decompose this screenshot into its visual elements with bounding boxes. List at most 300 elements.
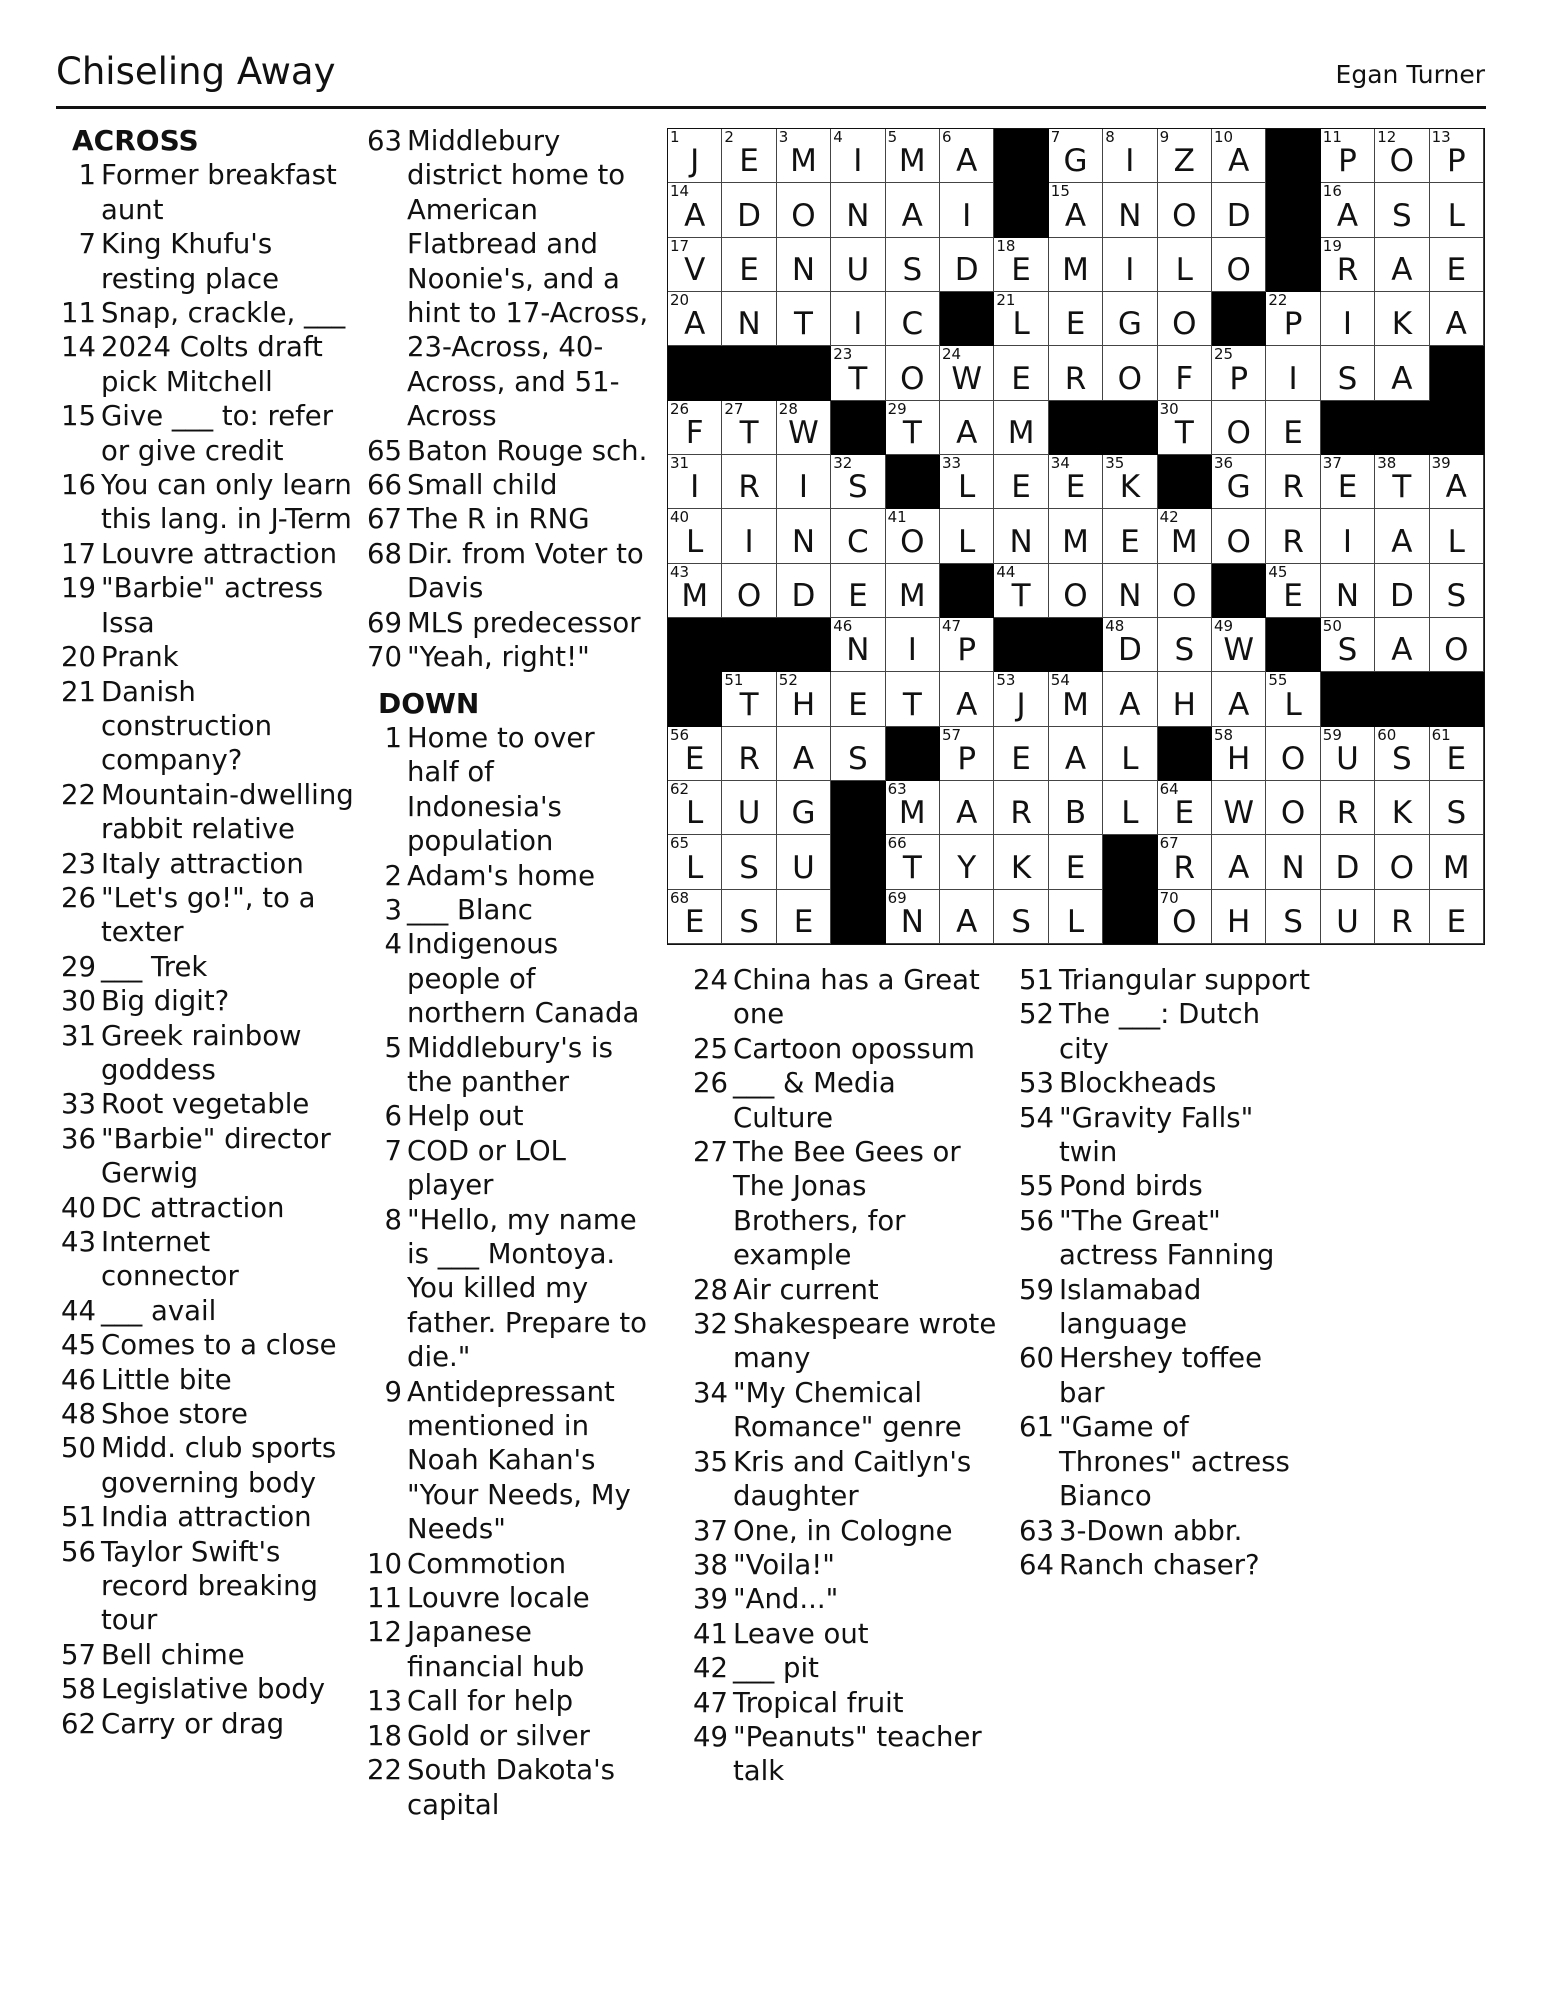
clue[interactable] [362, 1134, 652, 1203]
clue[interactable] [362, 606, 652, 640]
grid-cell[interactable] [994, 455, 1048, 509]
clue[interactable] [688, 1514, 998, 1548]
grid-cell[interactable] [994, 509, 1048, 563]
grid-cell[interactable] [1430, 509, 1484, 563]
grid-cell[interactable] [1321, 346, 1375, 400]
grid-cell[interactable] [722, 455, 776, 509]
grid-cell[interactable] [994, 238, 1048, 292]
grid-cell[interactable] [1158, 781, 1212, 835]
clue[interactable] [1014, 1410, 1314, 1513]
cell-letter: O [1389, 849, 1415, 886]
clue[interactable] [56, 1535, 356, 1638]
grid-cell[interactable] [722, 890, 776, 944]
grid-cell[interactable] [668, 238, 722, 292]
grid-cell[interactable] [1103, 238, 1157, 292]
cell-letter: R [1336, 251, 1359, 288]
grid-cell[interactable] [886, 129, 940, 183]
clue[interactable] [56, 1638, 356, 1672]
grid-cell[interactable] [1158, 835, 1212, 889]
clue[interactable] [362, 1099, 652, 1133]
clue[interactable] [1014, 1101, 1314, 1170]
clue[interactable] [56, 1672, 356, 1706]
grid-cell[interactable] [1266, 509, 1320, 563]
clue[interactable] [56, 1225, 356, 1294]
grid-cell[interactable] [1375, 890, 1429, 944]
grid-cell[interactable] [722, 401, 776, 455]
grid-cell[interactable] [1430, 564, 1484, 618]
grid-cell[interactable] [722, 292, 776, 346]
grid-cell[interactable] [886, 509, 940, 563]
grid-cell[interactable] [940, 672, 994, 726]
grid-cell[interactable] [994, 781, 1048, 835]
grid-cell[interactable] [722, 835, 776, 889]
grid-cell[interactable] [1321, 727, 1375, 781]
clue[interactable] [688, 1686, 998, 1720]
grid-cell[interactable] [1158, 509, 1212, 563]
grid-cell[interactable] [1266, 564, 1320, 618]
clue[interactable] [362, 537, 652, 606]
grid-cell[interactable] [1158, 238, 1212, 292]
grid-cell[interactable] [940, 401, 994, 455]
clue[interactable] [1014, 997, 1314, 1066]
grid-cell[interactable] [1266, 890, 1320, 944]
grid-cell[interactable] [1321, 835, 1375, 889]
grid-cell[interactable] [1049, 564, 1103, 618]
cell-letter: D [791, 577, 816, 614]
grid-cell[interactable] [940, 835, 994, 889]
grid-cell[interactable] [1103, 618, 1157, 672]
grid-cell[interactable] [1049, 346, 1103, 400]
clue[interactable] [688, 1445, 998, 1514]
clue[interactable] [56, 1191, 356, 1225]
clue[interactable] [362, 1203, 652, 1375]
clue[interactable] [362, 893, 652, 927]
grid-cell[interactable] [1049, 672, 1103, 726]
grid-cell[interactable] [1212, 618, 1266, 672]
clue[interactable] [1014, 1273, 1314, 1342]
clue[interactable] [56, 571, 356, 640]
grid-cell[interactable] [1375, 129, 1429, 183]
clue[interactable] [56, 227, 356, 296]
grid-cell[interactable] [722, 129, 776, 183]
cell-letter: Z [1173, 143, 1195, 180]
grid-cell[interactable] [994, 890, 1048, 944]
grid-cell[interactable] [1266, 292, 1320, 346]
grid-cell[interactable] [994, 672, 1048, 726]
clue[interactable] [1014, 1341, 1314, 1410]
clue[interactable] [362, 1547, 652, 1581]
grid-cell[interactable] [831, 455, 885, 509]
grid-cell[interactable] [777, 509, 831, 563]
clue[interactable] [1014, 1204, 1314, 1273]
grid-cell[interactable] [1103, 183, 1157, 237]
grid-cell[interactable] [1212, 835, 1266, 889]
grid-cell[interactable] [1212, 890, 1266, 944]
grid-cell[interactable] [1266, 727, 1320, 781]
grid-cell[interactable] [1321, 781, 1375, 835]
grid-cell[interactable] [1103, 564, 1157, 618]
grid-cell[interactable] [1430, 835, 1484, 889]
clue[interactable] [362, 1581, 652, 1615]
crossword-grid[interactable] [667, 128, 1485, 945]
grid-cell[interactable] [1375, 183, 1429, 237]
grid-cell[interactable] [886, 238, 940, 292]
grid-cell[interactable] [1375, 238, 1429, 292]
grid-cell[interactable] [722, 238, 776, 292]
clue[interactable] [56, 1328, 356, 1362]
grid-cell[interactable] [831, 129, 885, 183]
grid-cell[interactable] [777, 238, 831, 292]
grid-cell[interactable] [1430, 129, 1484, 183]
grid-cell[interactable] [1375, 346, 1429, 400]
grid-cell[interactable] [1212, 129, 1266, 183]
grid-cell[interactable] [831, 509, 885, 563]
grid-cell[interactable] [940, 129, 994, 183]
clue[interactable] [688, 1582, 998, 1616]
clue[interactable] [1014, 1548, 1314, 1582]
grid-cell[interactable] [1103, 129, 1157, 183]
grid-cell[interactable] [777, 890, 831, 944]
grid-cell[interactable] [1375, 509, 1429, 563]
clue[interactable] [688, 1066, 998, 1135]
clue[interactable] [56, 537, 356, 571]
grid-cell[interactable] [831, 672, 885, 726]
clue[interactable] [56, 778, 356, 847]
grid-cell[interactable] [1212, 727, 1266, 781]
grid-cell[interactable] [1430, 727, 1484, 781]
clue-text: Italy attraction [101, 847, 304, 880]
grid-cell[interactable] [668, 129, 722, 183]
grid-cell[interactable] [1212, 781, 1266, 835]
grid-cell[interactable] [1049, 890, 1103, 944]
clue[interactable] [688, 1376, 998, 1445]
clue[interactable] [56, 1397, 356, 1431]
grid-cell[interactable] [940, 727, 994, 781]
grid-cell[interactable] [668, 564, 722, 618]
clue[interactable] [56, 1363, 356, 1397]
grid-cell[interactable] [1375, 292, 1429, 346]
grid-cell[interactable] [886, 781, 940, 835]
clue-number: 22 [367, 1754, 402, 1787]
grid-cell[interactable] [1103, 346, 1157, 400]
grid-cell[interactable] [722, 727, 776, 781]
grid-cell[interactable] [777, 835, 831, 889]
grid-cell[interactable] [1430, 292, 1484, 346]
grid-cell[interactable] [668, 509, 722, 563]
grid-cell[interactable] [1103, 292, 1157, 346]
grid-cell[interactable] [1430, 183, 1484, 237]
cell-letter: E [684, 903, 705, 940]
grid-cell[interactable] [777, 129, 831, 183]
grid-cell[interactable] [1321, 455, 1375, 509]
grid-cell[interactable] [722, 509, 776, 563]
clue[interactable] [362, 468, 652, 502]
grid-cell[interactable] [1321, 129, 1375, 183]
grid-cell[interactable] [1049, 129, 1103, 183]
grid-cell[interactable] [886, 346, 940, 400]
grid-cell[interactable] [1430, 238, 1484, 292]
clue-text: Bell chime [101, 1638, 245, 1671]
clue[interactable] [362, 1719, 652, 1753]
clue[interactable] [688, 963, 998, 1032]
cell-letter: R [1064, 360, 1087, 397]
clue[interactable] [56, 330, 356, 399]
clue-number: 26 [61, 881, 96, 914]
grid-cell[interactable] [1158, 292, 1212, 346]
grid-cell[interactable] [1103, 455, 1157, 509]
clue[interactable] [688, 1617, 998, 1651]
grid-cell[interactable] [1158, 401, 1212, 455]
grid-cell[interactable] [668, 455, 722, 509]
clue[interactable] [56, 158, 356, 227]
clue-number: 51 [61, 1501, 96, 1534]
grid-cell[interactable] [831, 564, 885, 618]
grid-cell[interactable] [1321, 238, 1375, 292]
clue[interactable] [362, 1615, 652, 1684]
grid-cell[interactable] [1321, 183, 1375, 237]
grid-cell[interactable] [1430, 781, 1484, 835]
grid-cell[interactable] [1049, 238, 1103, 292]
grid-cell[interactable] [886, 401, 940, 455]
clue-number: 35 [693, 1445, 728, 1478]
grid-cell[interactable] [668, 890, 722, 944]
clue-number: 50 [61, 1432, 96, 1465]
cell-number: 22 [1268, 291, 1288, 309]
clue[interactable] [56, 468, 356, 537]
clue[interactable] [688, 1032, 998, 1066]
grid-cell[interactable] [722, 672, 776, 726]
grid-cell[interactable] [777, 781, 831, 835]
grid-cell[interactable] [668, 727, 722, 781]
grid-cell[interactable] [886, 835, 940, 889]
grid-cell[interactable] [722, 183, 776, 237]
grid-cell[interactable] [831, 618, 885, 672]
grid-cell[interactable] [777, 401, 831, 455]
cell-letter: A [1391, 251, 1413, 288]
grid-cell[interactable] [940, 183, 994, 237]
grid-cell[interactable] [1212, 401, 1266, 455]
grid-cell[interactable] [1049, 727, 1103, 781]
grid-cell[interactable] [940, 781, 994, 835]
grid-cell[interactable] [1212, 672, 1266, 726]
grid-cell[interactable] [1158, 183, 1212, 237]
grid-cell[interactable] [777, 183, 831, 237]
clue[interactable] [56, 399, 356, 468]
clue[interactable] [688, 1307, 998, 1376]
grid-cell[interactable] [668, 292, 722, 346]
grid-cell[interactable] [777, 672, 831, 726]
grid-cell[interactable] [994, 564, 1048, 618]
clue[interactable] [362, 1753, 652, 1822]
grid-cell[interactable] [1430, 890, 1484, 944]
grid-cell[interactable] [1266, 401, 1320, 455]
clue[interactable] [362, 721, 652, 859]
grid-cell[interactable] [1049, 509, 1103, 563]
grid-cell[interactable] [994, 346, 1048, 400]
grid-cell[interactable] [994, 292, 1048, 346]
grid-cell[interactable] [1266, 455, 1320, 509]
clue-number: 55 [1019, 1170, 1054, 1203]
grid-cell[interactable] [1158, 129, 1212, 183]
grid-cell[interactable] [831, 238, 885, 292]
grid-cell[interactable] [1375, 455, 1429, 509]
clue[interactable] [56, 1087, 356, 1121]
grid-cell[interactable] [1212, 238, 1266, 292]
grid-cell[interactable] [1158, 672, 1212, 726]
clue[interactable] [56, 1019, 356, 1088]
clue[interactable] [362, 927, 652, 1030]
grid-cell[interactable] [1375, 727, 1429, 781]
grid-cell[interactable] [1321, 509, 1375, 563]
clue[interactable] [362, 1375, 652, 1547]
grid-cell[interactable] [722, 781, 776, 835]
grid-cell[interactable] [1212, 455, 1266, 509]
grid-cell[interactable] [886, 564, 940, 618]
grid-cell[interactable] [940, 890, 994, 944]
grid-cell[interactable] [1266, 346, 1320, 400]
clues-column-2 [362, 124, 652, 1822]
clue[interactable] [56, 1500, 356, 1534]
black-square [1321, 401, 1375, 455]
cell-letter: M [1062, 686, 1089, 723]
clue[interactable] [56, 1122, 356, 1191]
grid-cell[interactable] [886, 618, 940, 672]
cell-letter: N [846, 632, 870, 669]
grid-cell[interactable] [940, 509, 994, 563]
clue[interactable] [688, 1720, 998, 1789]
clue[interactable] [56, 950, 356, 984]
grid-cell[interactable] [1049, 183, 1103, 237]
clue[interactable] [56, 675, 356, 778]
clue[interactable] [56, 847, 356, 881]
grid-cell[interactable] [1375, 618, 1429, 672]
cell-letter: W [951, 360, 983, 397]
clue[interactable] [688, 1135, 998, 1273]
grid-cell[interactable] [1049, 292, 1103, 346]
grid-cell[interactable] [1158, 890, 1212, 944]
clue[interactable] [56, 296, 356, 330]
grid-cell[interactable] [994, 727, 1048, 781]
grid-cell[interactable] [1103, 727, 1157, 781]
cell-letter: O [1444, 632, 1469, 669]
grid-cell[interactable] [994, 401, 1048, 455]
clue[interactable] [1014, 1514, 1314, 1548]
grid-cell[interactable] [1212, 509, 1266, 563]
grid-cell[interactable] [722, 564, 776, 618]
grid-cell[interactable] [1158, 346, 1212, 400]
grid-cell[interactable] [940, 455, 994, 509]
clue[interactable] [56, 640, 356, 674]
clue[interactable] [362, 1684, 652, 1718]
grid-cell[interactable] [1321, 890, 1375, 944]
grid-cell[interactable] [1158, 564, 1212, 618]
clue[interactable] [362, 502, 652, 536]
grid-cell[interactable] [1321, 618, 1375, 672]
clue[interactable] [1014, 1066, 1314, 1100]
cell-letter: M [898, 577, 926, 614]
grid-cell[interactable] [1049, 835, 1103, 889]
grid-cell[interactable] [1158, 618, 1212, 672]
grid-cell[interactable] [831, 183, 885, 237]
grid-cell[interactable] [668, 183, 722, 237]
grid-cell[interactable] [777, 564, 831, 618]
grid-cell[interactable] [1266, 781, 1320, 835]
grid-cell[interactable] [886, 890, 940, 944]
grid-cell[interactable] [831, 292, 885, 346]
clue[interactable] [1014, 963, 1314, 997]
cell-letter: H [791, 686, 816, 723]
grid-cell[interactable] [831, 346, 885, 400]
grid-cell[interactable] [1049, 781, 1103, 835]
cell-letter: S [1392, 740, 1412, 777]
clue[interactable] [688, 1548, 998, 1582]
clue[interactable] [362, 124, 652, 434]
grid-cell[interactable] [886, 672, 940, 726]
clue-text: Shoe store [101, 1398, 248, 1431]
clue-number: 7 [78, 228, 96, 261]
grid-cell[interactable] [1430, 618, 1484, 672]
grid-cell[interactable] [1103, 509, 1157, 563]
grid-cell[interactable] [1430, 455, 1484, 509]
grid-cell[interactable] [886, 183, 940, 237]
cell-letter: O [736, 577, 762, 614]
grid-cell[interactable] [1375, 564, 1429, 618]
cell-letter: S [739, 849, 759, 886]
grid-cell[interactable] [1321, 564, 1375, 618]
grid-cell[interactable] [1321, 292, 1375, 346]
grid-cell[interactable] [886, 292, 940, 346]
grid-cell[interactable] [940, 618, 994, 672]
clue[interactable] [56, 1431, 356, 1500]
grid-cell[interactable] [777, 292, 831, 346]
grid-cell[interactable] [1266, 672, 1320, 726]
grid-cell[interactable] [668, 835, 722, 889]
black-square [1266, 129, 1320, 183]
grid-cell[interactable] [994, 835, 1048, 889]
grid-cell[interactable] [940, 238, 994, 292]
clue-number: 20 [61, 641, 96, 674]
clue[interactable] [56, 1707, 356, 1741]
clue[interactable] [688, 1651, 998, 1685]
grid-cell[interactable] [831, 727, 885, 781]
clue[interactable] [1014, 1169, 1314, 1203]
grid-cell[interactable] [1375, 835, 1429, 889]
clue-number: 56 [1019, 1204, 1054, 1237]
grid-cell[interactable] [1103, 781, 1157, 835]
clue[interactable] [56, 984, 356, 1018]
clue-number: 13 [367, 1685, 402, 1718]
grid-cell[interactable] [668, 401, 722, 455]
clue[interactable] [362, 640, 652, 674]
clue[interactable] [362, 434, 652, 468]
clue[interactable] [362, 1031, 652, 1100]
grid-cell[interactable] [1103, 672, 1157, 726]
grid-cell[interactable] [940, 346, 994, 400]
grid-cell[interactable] [777, 455, 831, 509]
grid-cell[interactable] [1212, 346, 1266, 400]
grid-cell[interactable] [668, 781, 722, 835]
grid-cell[interactable] [1212, 183, 1266, 237]
grid-cell[interactable] [1375, 781, 1429, 835]
clue[interactable] [362, 859, 652, 893]
clue[interactable] [688, 1273, 998, 1307]
grid-cell[interactable] [777, 727, 831, 781]
clue[interactable] [56, 1294, 356, 1328]
clue-number: 38 [693, 1548, 728, 1581]
clue[interactable] [56, 881, 356, 950]
grid-cell[interactable] [1266, 835, 1320, 889]
grid-cell[interactable] [1049, 455, 1103, 509]
